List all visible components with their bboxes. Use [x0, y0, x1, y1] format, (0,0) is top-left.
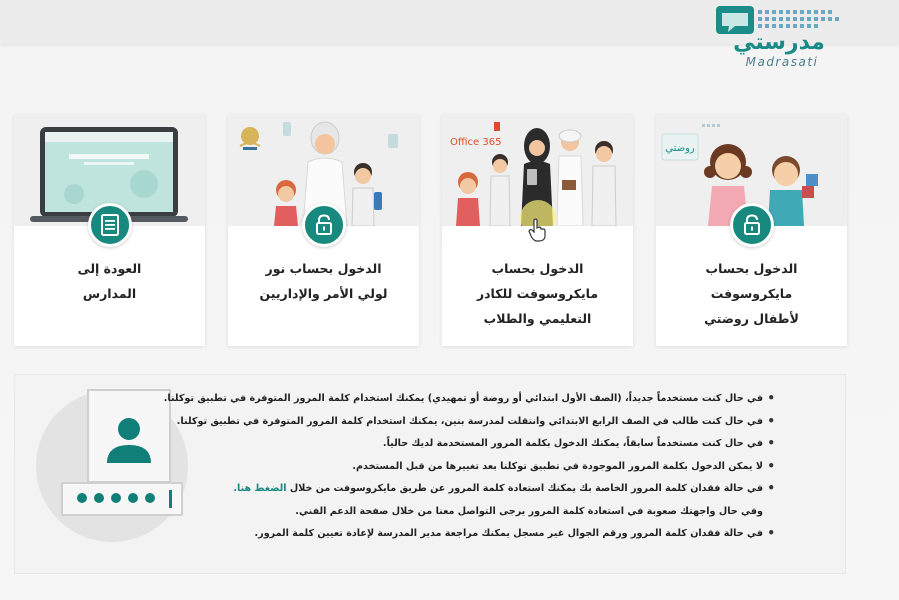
info-item: • لا يمكن الدخول بكلمة المرور الموجودة في تطبيق توكلنا بعد تغييرها من قبل المستخدم. [215, 461, 775, 484]
info-item-support: وفي حال واجهتك صعوبة في استعادة كلمة المرور يرجى التواصل معنا من خلال صفحة الدعم الفني. [295, 505, 763, 517]
user-credentials-illustration [36, 390, 188, 542]
info-item-recovery [215, 483, 775, 506]
logo-latin-name: Madrasati [745, 55, 819, 69]
madrasati-logo[interactable] [708, 2, 858, 76]
lock-icon [302, 203, 346, 247]
info-list [163, 393, 775, 551]
info-item: • في حال كنت مستخدماً سابقاً، يمكنك الدخول بكلمة المرور المستخدمة لديك حالياً. [215, 438, 775, 461]
card-rawdati-login[interactable] [656, 114, 847, 346]
card-microsoft-staff-login[interactable] [442, 114, 633, 346]
card-title: العودة إلى المدارس [77, 261, 142, 301]
card-title: الدخول بحساب مايكروسوفت للكادر التعليمي والطلاب [476, 261, 599, 326]
lock-icon [730, 203, 774, 247]
id-card-icon [87, 389, 171, 483]
password-info-panel [14, 374, 846, 574]
card-noor-login[interactable] [228, 114, 419, 346]
hand-cursor-icon [527, 218, 547, 242]
info-item: • في حال كنت طالب في الصف الرابع الابتدائي وانتقلت لمدرسة بنين، يمكنك استخدام كلمة المرور المتوفرة في تطبيق توكلنا. [215, 416, 775, 439]
info-item: • في حال كنت مستخدماً جديداً، (الصف الأول ابتدائي أو روضة أو تمهيدي) يمكنك استخدام كلمة المرور المتوفرة في تطبيق توكلنا. [215, 393, 775, 416]
password-field-icon [61, 482, 183, 516]
list-icon [88, 203, 132, 247]
info-item-text: في حالة فقدان كلمة المرور الخاصة بك يمكنك استعادة كلمة المرور عن طريق مايكروسوفت من خلال [289, 483, 763, 494]
office365-label: Office 365 [450, 137, 502, 148]
info-item: • في حالة فقدان كلمة المرور ورقم الجوال غير مسجل يمكنك مراجعة مدير المدرسة لإعادة تعيين كلمة المرور. [215, 528, 775, 551]
card-title: الدخول بحساب نور لولي الأمر والإداريين [259, 261, 388, 301]
rawdati-label: روضتي [665, 143, 695, 154]
card-back-to-schools[interactable] [14, 114, 205, 346]
card-title: الدخول بحساب مايكروسوفت لأطفال روضتي [704, 261, 799, 326]
click-here-link[interactable]: الضغط هنا. [233, 483, 287, 494]
logo-arabic-name: مدرستي [733, 30, 825, 55]
